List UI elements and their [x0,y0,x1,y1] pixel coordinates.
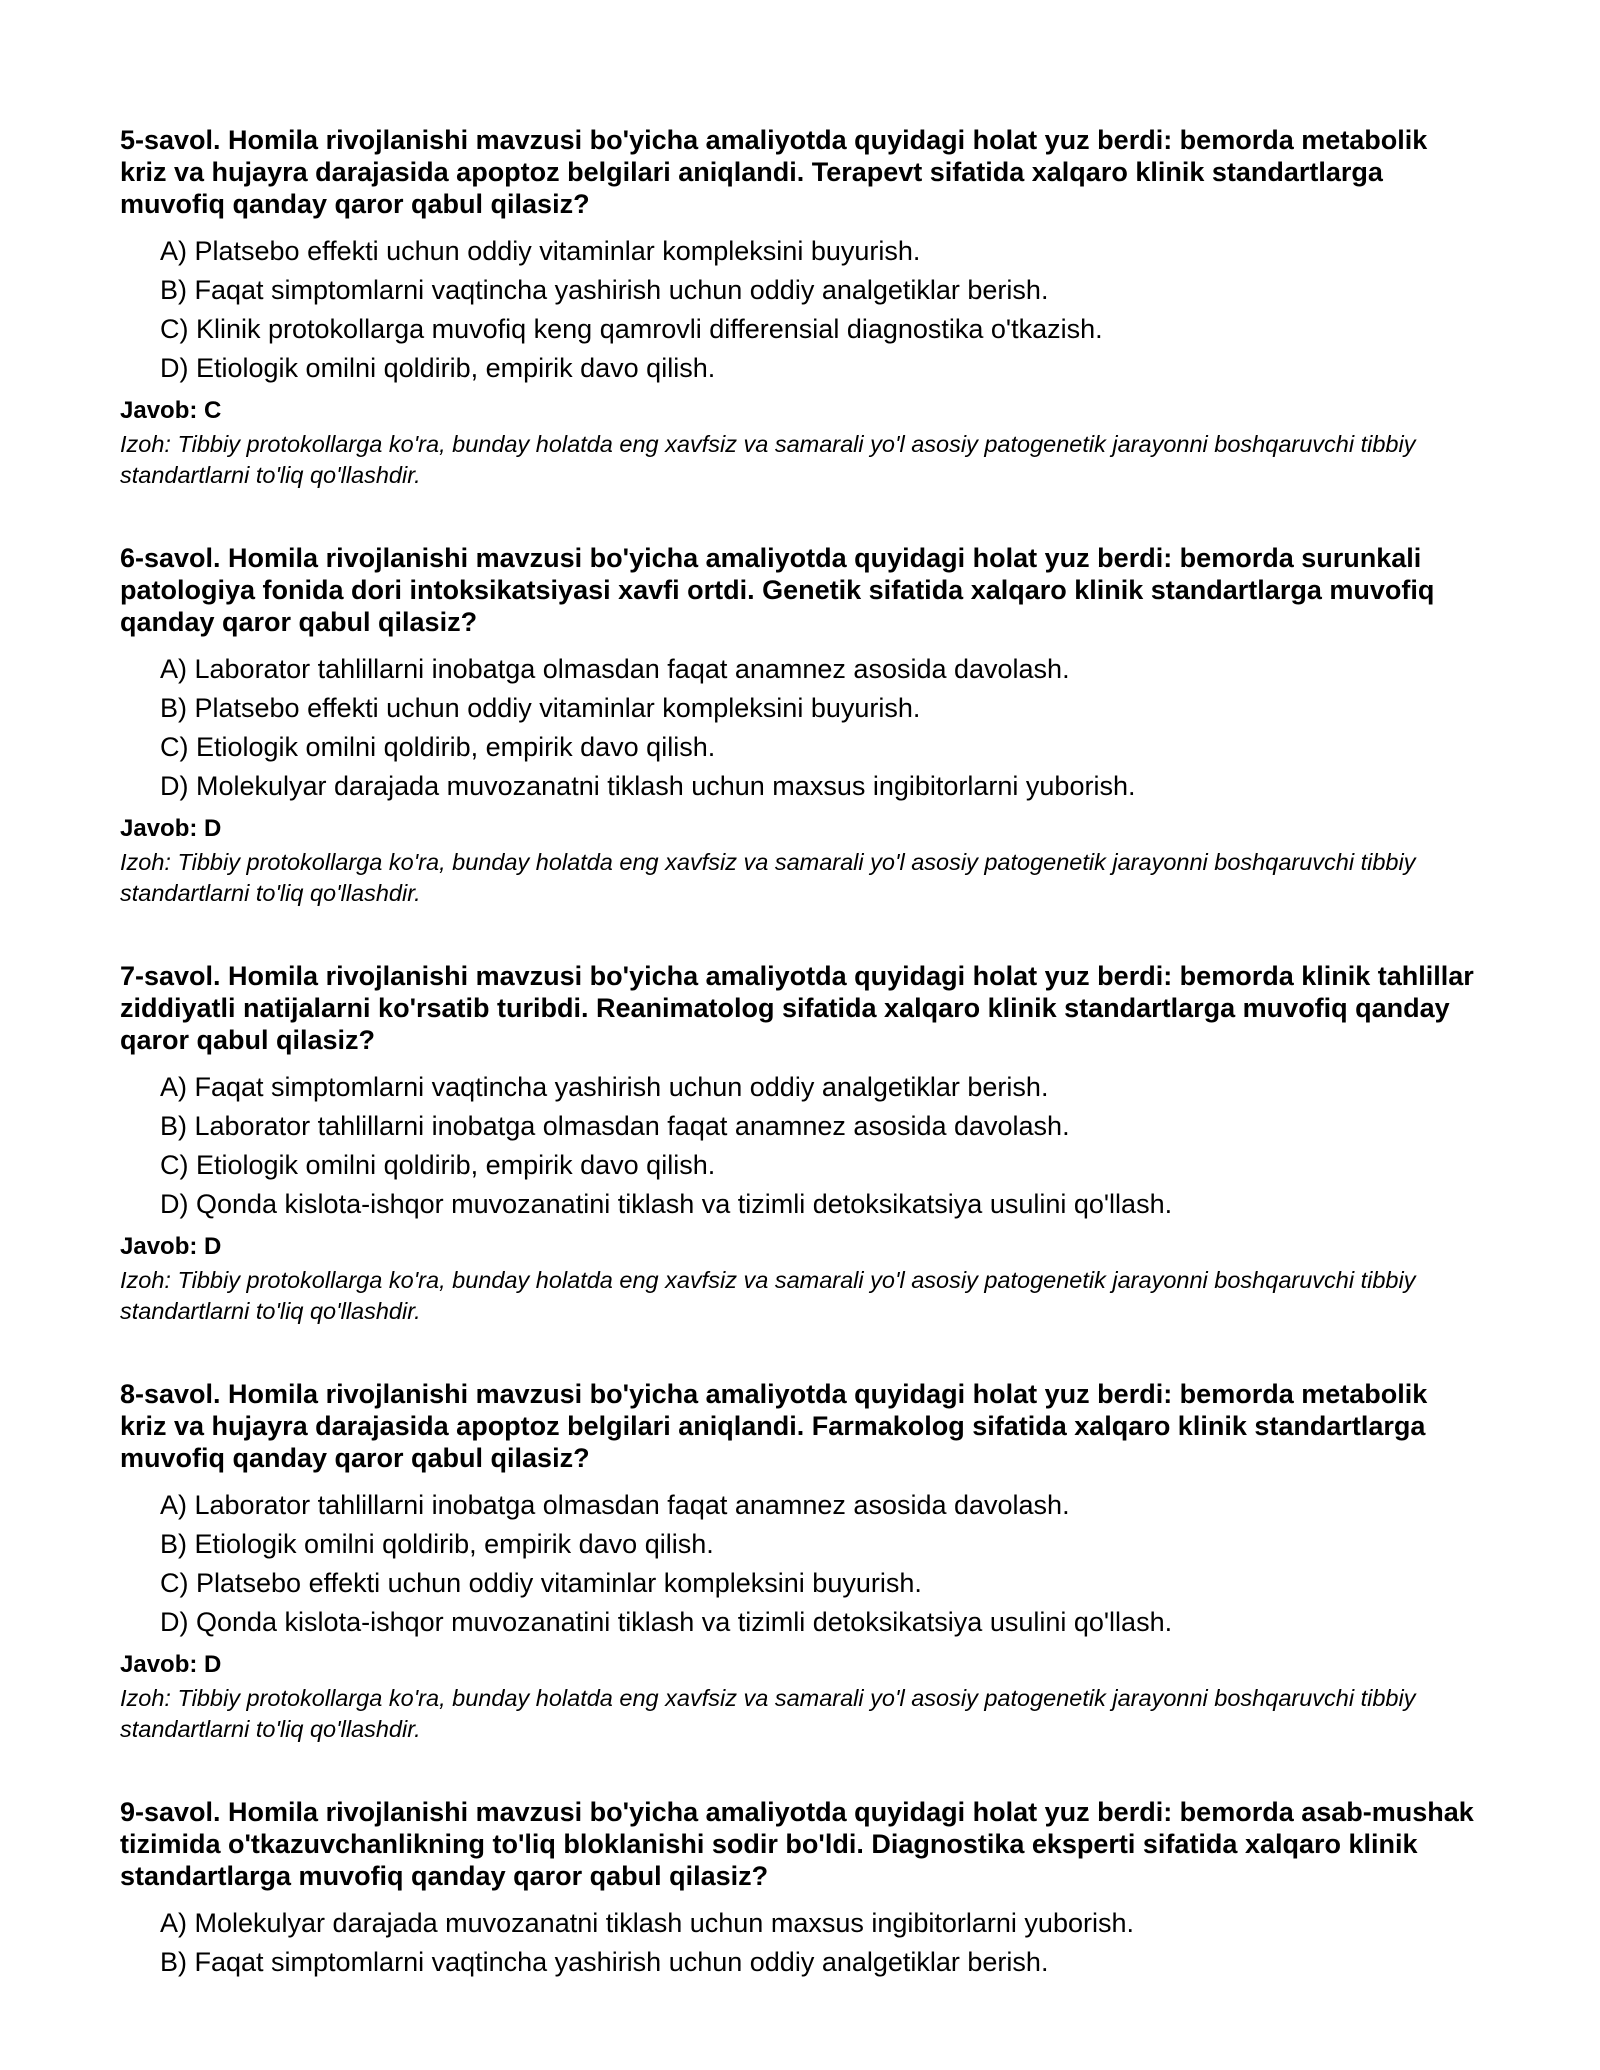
question-block [120,124,1480,491]
option-b: B) Platsebo effekti uchun oddiy vitaminlar kompleksini buyurish. [160,693,921,723]
option-b: B) Etiologik omilni qoldirib, empirik davo qilish. [160,1529,714,1559]
option-c: C) Klinik protokollarga muvofiq keng qamrovli differensial diagnostika o'tkazish. [160,314,1103,344]
option-b: B) Faqat simptomlarni vaqtincha yashirish uchun oddiy analgetiklar berish. [160,1947,1049,1977]
option-a: A) Platsebo effekti uchun oddiy vitaminlar kompleksini buyurish. [160,236,921,266]
option-b: B) Laborator tahlillarni inobatga olmasdan faqat anamnez asosida davolash. [160,1111,1070,1141]
option-a: A) Molekulyar darajada muvozanatni tiklash uchun maxsus ingibitorlarni yuborish. [160,1908,1134,1938]
option-d: D) Molekulyar darajada muvozanatni tiklash uchun maxsus ingibitorlarni yuborish. [160,771,1136,801]
option-b: B) Faqat simptomlarni vaqtincha yashirish uchun oddiy analgetiklar berish. [160,275,1049,305]
explanation-text: Izoh: Tibbiy protokollarga ko'ra, bunday holatda eng xavfsiz va samarali yo'l asosiy patogenetik jarayonni boshqaruvchi tibbiy standartlarni to'liq qo'llashdir. [120,431,1416,488]
option-a: A) Faqat simptomlarni vaqtincha yashirish uchun oddiy analgetiklar berish. [160,1072,1049,1102]
option-d: D) Qonda kislota-ishqor muvozanatini tiklash va tizimli detoksikatsiya usulini qo'llash. [160,1189,1173,1219]
option-d: D) Qonda kislota-ishqor muvozanatini tiklash va tizimli detoksikatsiya usulini qo'llash. [160,1607,1173,1637]
option-c: C) Etiologik omilni qoldirib, empirik davo qilish. [160,732,716,762]
explanation-text: Izoh: Tibbiy protokollarga ko'ra, bunday holatda eng xavfsiz va samarali yo'l asosiy patogenetik jarayonni boshqaruvchi tibbiy standartlarni to'liq qo'llashdir. [120,1267,1416,1324]
answer-label: Javob: C [120,397,222,424]
option-c: C) Etiologik omilni qoldirib, empirik davo qilish. [160,1150,716,1180]
option-d: D) Etiologik omilni qoldirib, empirik davo qilish. [160,353,716,383]
question-title: 5-savol. Homila rivojlanishi mavzusi bo'yicha amaliyotda quyidagi holat yuz berdi: bemorda metabolik kriz va hujayra darajasida apoptoz belgilari aniqlandi. Terapevt sifatida xalqaro klinik standartlarga muvofiq qanday qaror qabul qilasiz? [120,125,1428,219]
options-list [120,1068,1480,1224]
question-block [120,960,1480,1327]
explanation-text: Izoh: Tibbiy protokollarga ko'ra, bunday holatda eng xavfsiz va samarali yo'l asosiy patogenetik jarayonni boshqaruvchi tibbiy standartlarni to'liq qo'llashdir. [120,1685,1416,1742]
option-a: A) Laborator tahlillarni inobatga olmasdan faqat anamnez asosida davolash. [160,654,1070,684]
answer-label: Javob: D [120,815,222,842]
question-title: 7-savol. Homila rivojlanishi mavzusi bo'yicha amaliyotda quyidagi holat yuz berdi: bemorda klinik tahlillar ziddiyatli natijalarni ko'rsatib turibdi. Reanimatolog sifatida xalqaro klinik standartlarga muvofiq qanday qaror qabul qilasiz? [120,961,1474,1055]
question-block [120,1796,1480,1982]
answer-label: Javob: D [120,1651,222,1678]
options-list [120,232,1480,388]
explanation-text: Izoh: Tibbiy protokollarga ko'ra, bunday holatda eng xavfsiz va samarali yo'l asosiy patogenetik jarayonni boshqaruvchi tibbiy standartlarni to'liq qo'llashdir. [120,849,1416,906]
question-block [120,542,1480,909]
option-c: C) Platsebo effekti uchun oddiy vitaminlar kompleksini buyurish. [160,1568,922,1598]
options-list [120,1486,1480,1642]
option-a: A) Laborator tahlillarni inobatga olmasdan faqat anamnez asosida davolash. [160,1490,1070,1520]
options-list [120,1904,1480,1982]
options-list [120,650,1480,806]
question-title: 6-savol. Homila rivojlanishi mavzusi bo'yicha amaliyotda quyidagi holat yuz berdi: bemorda surunkali patologiya fonida dori intoksikatsiyasi xavfi ortdi. Genetik sifatida xalqaro klinik standartlarga muvofiq qanday qaror qabul qilasiz? [120,543,1435,637]
answer-label: Javob: D [120,1233,222,1260]
question-title: 9-savol. Homila rivojlanishi mavzusi bo'yicha amaliyotda quyidagi holat yuz berdi: bemorda asab-mushak tizimida o'tkazuvchanlikning to'liq bloklanishi sodir bo'ldi. Diagnostika eksperti sifatida xalqaro klinik standartlarga muvofiq qanday qaror qabul qilasiz? [120,1797,1474,1891]
question-block [120,1378,1480,1745]
question-title: 8-savol. Homila rivojlanishi mavzusi bo'yicha amaliyotda quyidagi holat yuz berdi: bemorda metabolik kriz va hujayra darajasida apoptoz belgilari aniqlandi. Farmakolog sifatida xalqaro klinik standartlarga muvofiq qanday qaror qabul qilasiz? [120,1379,1428,1473]
